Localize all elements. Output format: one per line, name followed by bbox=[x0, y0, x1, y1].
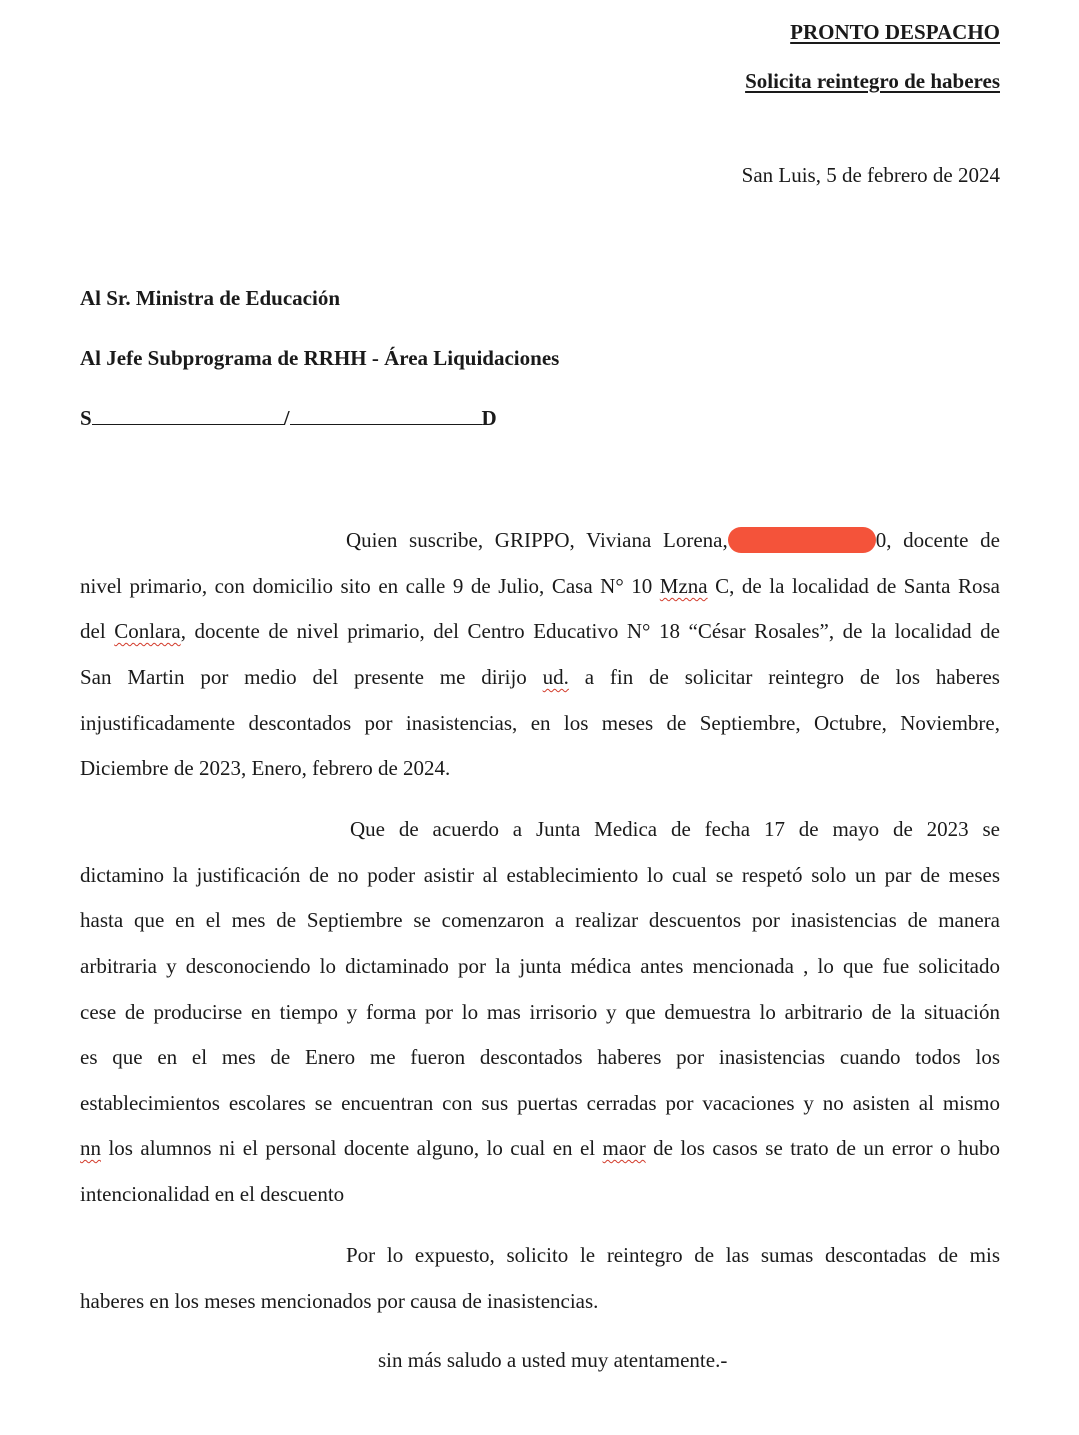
p2-line-4: arbitraria y desconociendo lo dictaminado por la junta médica antes mencionada , lo que fue solicitado bbox=[80, 954, 1000, 978]
p2-line-9: intencionalidad en el descuento bbox=[80, 1182, 345, 1206]
sd-left: S bbox=[80, 406, 92, 430]
p1-line-4-text: San Martin por medio del presente me dirijo bbox=[80, 665, 543, 689]
spellcheck-word: ud. bbox=[542, 665, 569, 689]
sd-salutation bbox=[80, 406, 497, 431]
p2-line-8 bbox=[80, 1135, 1000, 1161]
p1-line-1-text: Quien suscribe, GRIPPO, Viviana Lorena, bbox=[346, 528, 728, 552]
p3-line-2: haberes en los meses mencionados por causa de inasistencias. bbox=[80, 1289, 599, 1313]
p2-line-3: hasta que en el mes de Septiembre se comenzaron a realizar descuentos por inasistencias de manera bbox=[80, 908, 1000, 932]
p1-line-5: injustificadamente descontados por inasistencias, en los meses de Septiembre, Octubre, Noviembre, bbox=[80, 711, 1000, 735]
spellcheck-word: Conlara bbox=[114, 619, 181, 643]
p2-line-7: establecimientos escolares se encuentran con sus puertas cerradas por vacaciones y no asisten al mismo bbox=[80, 1091, 1000, 1115]
p1-line-3-text: del bbox=[80, 619, 115, 643]
p2-line-2: dictamino la justificación de no poder asistir al establecimiento lo cual se respetó solo un par de meses bbox=[80, 863, 1000, 887]
p2-line-5: cese de producirse en tiempo y forma por lo mas irrisorio y que demuestra lo arbitrario de la situación bbox=[80, 1000, 1000, 1024]
sd-blank-1 bbox=[92, 408, 284, 425]
redaction-mark bbox=[728, 527, 876, 553]
spellcheck-word: maor bbox=[602, 1136, 646, 1160]
p1-line-3 bbox=[80, 618, 1000, 644]
p2-line-6: es que en el mes de Enero me fueron descontados haberes por inasistencias cuando todos los bbox=[80, 1045, 1000, 1069]
p1-line-2-text: nivel primario, con domicilio sito en calle 9 de Julio, Casa N° 10 bbox=[80, 574, 660, 598]
p2-line-8-tail: de los casos se trato de un error o hubo bbox=[645, 1136, 1000, 1160]
p1-line-1-tail: 0, docente de bbox=[875, 528, 1001, 552]
recipient-minister: Al Sr. Ministra de Educación bbox=[80, 286, 340, 310]
sd-blank-2 bbox=[290, 408, 482, 425]
p2-line-1: Que de acuerdo a Junta Medica de fecha 17 de mayo de 2023 se bbox=[350, 817, 1000, 841]
p1-line-3-tail: , docente de nivel primario, del Centro Educativo N° 18 “César Rosales”, de la localidad de bbox=[180, 619, 1000, 643]
recipient-rrhh: Al Jefe Subprograma de RRHH - Área Liquidaciones bbox=[80, 346, 560, 370]
place-date: San Luis, 5 de febrero de 2024 bbox=[741, 163, 1000, 187]
p1-line-2 bbox=[80, 573, 1000, 599]
p1-line-2-tail: C, de la localidad de Santa Rosa bbox=[707, 574, 1000, 598]
sd-right: D bbox=[481, 406, 497, 430]
p1-line-6: Diciembre de 2023, Enero, febrero de 2024. bbox=[80, 756, 451, 780]
sd-separator: / bbox=[283, 406, 290, 430]
p1-line-1 bbox=[346, 527, 1000, 553]
closing-line: sin más saludo a usted muy atentamente.- bbox=[378, 1348, 728, 1372]
p1-line-4-tail: a fin de solicitar reintegro de los haberes bbox=[568, 665, 1000, 689]
spellcheck-word: nn bbox=[80, 1136, 101, 1160]
urgency-heading: PRONTO DESPACHO bbox=[790, 20, 1000, 44]
p3-line-1: Por lo expuesto, solicito le reintegro de las sumas descontadas de mis bbox=[346, 1243, 1000, 1267]
subject-heading: Solicita reintegro de haberes bbox=[745, 69, 1000, 93]
p1-line-4 bbox=[80, 664, 1000, 690]
p2-line-8-text: los alumnos ni el personal docente alguno, lo cual en el bbox=[101, 1136, 603, 1160]
spellcheck-word: Mzna bbox=[659, 574, 708, 598]
